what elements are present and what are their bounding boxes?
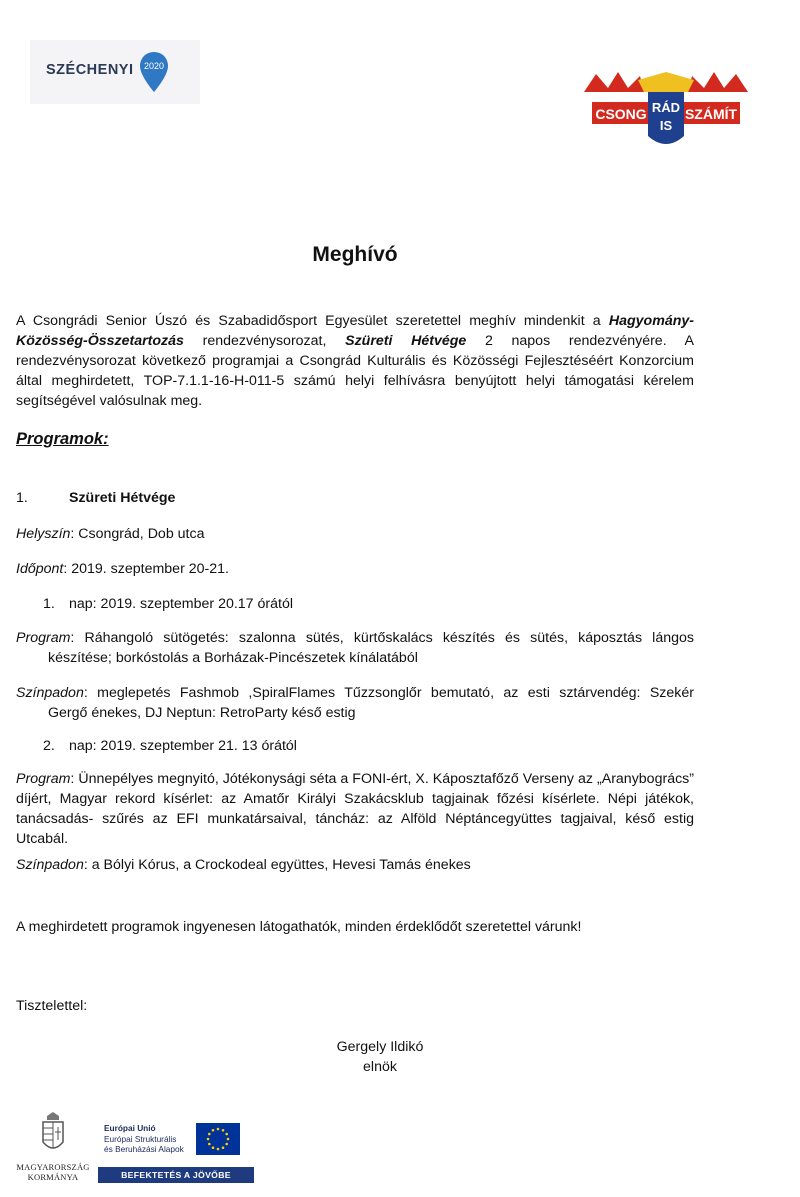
day1-stage (16, 683, 694, 723)
hungarian-government-text (14, 1162, 92, 1182)
eu-text (104, 1123, 184, 1155)
intro-paragraph (16, 311, 694, 411)
intro-part1: A Csongrádi Senior Úszó és Szabadidősport Egyesület szeretettel meghív mindenkit a (16, 313, 609, 329)
szechenyi-logo-text: SZÉCHENYI (46, 62, 134, 78)
programs-heading: Programok: (16, 430, 109, 448)
day1-number: 1. (43, 596, 55, 612)
page-title: Meghívó (312, 243, 398, 266)
intro-part2: rendezvénysorozat, (183, 333, 346, 349)
day1-program-label: Program (16, 630, 71, 646)
day2-program (16, 769, 694, 849)
day2-program-label: Program (16, 771, 71, 787)
day2-stage-text: : a Bólyi Kórus, a Crockodeal együttes, Hevesi Tamás énekes (83, 857, 471, 873)
eu-banner: BEFEKTETÉS A JÖVŐBE (98, 1167, 254, 1183)
day1-stage-line2: Gergő énekes, DJ Neptun: RetroParty késő estig (48, 705, 356, 721)
intro-part3: 2 napos rendezvényére. A rendezvénysorozat következő programjai a Csongrád Kulturális és Közösségi Fejlesztéséért Konzorcium által meghirdetett, TOP-7.1.1-16-H-011-5 számú helyi felhívásra benyújtott helyi támogatási kérelem segítségével valósulnak meg. (16, 333, 694, 409)
eu-funds-logo (98, 1120, 254, 1186)
time-line (16, 559, 229, 579)
day1-text: nap: 2019. szeptember 20.17 órától (69, 596, 294, 612)
day2-stage-label: Színpadon (16, 857, 84, 873)
szechenyi-logo-year: 2020 (143, 61, 165, 71)
program-name: Szüreti Hétvége (69, 490, 176, 506)
csongrad-logo-mid1: RÁD (651, 100, 681, 115)
coat-of-arms-icon (14, 1112, 92, 1160)
signature-name: Gergely Ildikó (336, 1039, 424, 1055)
footer-logos (14, 1112, 254, 1187)
day2-text: nap: 2019. szeptember 21. 13 órától (69, 738, 297, 754)
day1-program-line2: készítése; borkóstolás a Borházak-Pincészetek kínálatából (48, 650, 418, 666)
csongrad-logo-left: CSONG (595, 106, 647, 122)
location-value: : Csongrád, Dob utca (70, 526, 205, 542)
csongrad-logo-mid2: IS (659, 118, 673, 133)
gov-line1: MAGYARORSZÁG (16, 1162, 90, 1172)
series-name: Hagyomány-Közösség-Összetartozás (16, 313, 694, 349)
day1-program (16, 628, 694, 668)
day1-program-line1 (16, 628, 694, 648)
csongrad-is-szamit-logo (578, 66, 754, 156)
closing-text: A meghirdetett programok ingyenesen látogathatók, minden érdeklődőt szeretettel várunk! (16, 919, 582, 935)
day2-stage (16, 855, 471, 875)
day1-stage-text1: : meglepetés Fashmob ,SpiralFlames Tűzzsonglőr bemutató, az esti sztárvendég: Szekér (83, 685, 694, 701)
program-number: 1. (16, 490, 28, 506)
eu-flag-icon (196, 1123, 240, 1155)
time-label: Időpont (16, 561, 64, 577)
eu-line2: Európai Strukturális (104, 1133, 177, 1144)
location-pin-icon (138, 50, 170, 94)
csongrad-logo-right: SZÁMÍT (684, 106, 738, 122)
day2-program-text: : Ünnepélyes megnyitó, Jótékonysági séta a FONI-ért, X. Káposztafőző Verseny az „Aranybogrács” díjért, Magyar rekord kísérlet: az Amatőr Királyi Szakácsklub tagjainak főzési kísérlete. Népi játékok, tanácsadás- szűrés az EFI munkatársaival, táncház: az Alföld Néptáncegyüttes tagjaival, késő estig Utcabál. (16, 771, 694, 847)
szechenyi-2020-logo (30, 40, 200, 104)
day2-number: 2. (43, 738, 55, 754)
signature-role: elnök (363, 1059, 397, 1075)
location-line (16, 524, 204, 544)
regards-text: Tisztelettel: (16, 998, 88, 1014)
event-name: Szüreti Hétvége (345, 333, 467, 349)
eu-line3: és Beruházási Alapok (104, 1144, 184, 1154)
hungarian-government-logo (14, 1112, 92, 1187)
day1-stage-label: Színpadon (16, 685, 84, 701)
time-value: : 2019. szeptember 20-21. (63, 561, 229, 577)
location-label: Helyszín (16, 526, 71, 542)
day1-stage-line1 (16, 683, 694, 703)
eu-line1: Európai Unió (104, 1123, 156, 1133)
gov-line2: KORMÁNYA (27, 1172, 79, 1182)
day1-program-text1: : Ráhangoló sütögetés: szalonna sütés, kürtőskalács készítés és sütés, káposztás lángos (70, 630, 694, 646)
